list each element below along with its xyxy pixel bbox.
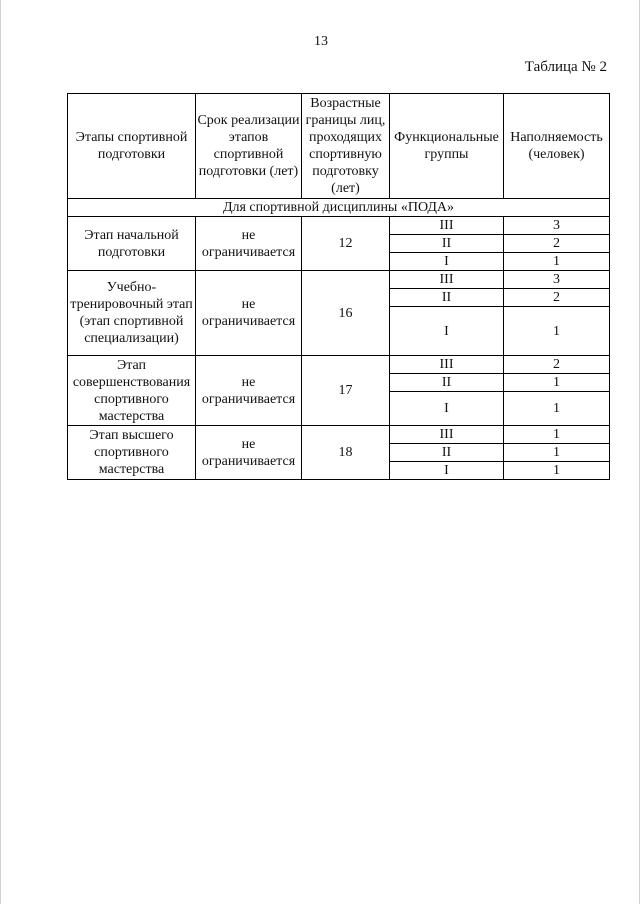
stage-name: Учебно-тренировочный этап (этап спортивной специализации) (68, 271, 196, 356)
group-size: 1 (504, 444, 610, 462)
functional-group: II (390, 374, 504, 392)
functional-group: II (390, 235, 504, 253)
functional-group: II (390, 444, 504, 462)
group-size: 2 (504, 356, 610, 374)
group-size: 1 (504, 426, 610, 444)
sport-training-table (67, 93, 610, 480)
header-groups: Функциональные группы (390, 94, 504, 199)
functional-group: I (390, 253, 504, 271)
discipline-title: Для спортивной дисциплины «ПОДА» (68, 199, 610, 217)
group-size: 1 (504, 392, 610, 426)
discipline-row (68, 199, 610, 217)
functional-group: III (390, 426, 504, 444)
table-caption: Таблица № 2 (524, 59, 607, 75)
functional-group: III (390, 356, 504, 374)
group-size: 1 (504, 253, 610, 271)
functional-group: III (390, 217, 504, 235)
stage-age: 18 (302, 426, 390, 480)
page-number: 13 (314, 34, 328, 49)
table-row (68, 356, 610, 374)
header-age: Возрастные границы лиц, проходящих спортивную подготовку (лет) (302, 94, 390, 199)
stage-name: Этап высшего спортивного мастерства (68, 426, 196, 480)
group-size: 3 (504, 217, 610, 235)
table-row (68, 271, 610, 289)
stage-age: 17 (302, 356, 390, 426)
table-row (68, 426, 610, 444)
stage-age: 16 (302, 271, 390, 356)
functional-group: I (390, 392, 504, 426)
stage-duration: не ограничивается (196, 217, 302, 271)
group-size: 1 (504, 374, 610, 392)
stage-name: Этап совершенствования спортивного мастерства (68, 356, 196, 426)
header-stage: Этапы спортивной подготовки (68, 94, 196, 199)
group-size: 2 (504, 235, 610, 253)
stage-duration: не ограничивается (196, 426, 302, 480)
functional-group: I (390, 307, 504, 356)
group-size: 1 (504, 462, 610, 480)
stage-duration: не ограничивается (196, 271, 302, 356)
group-size: 2 (504, 289, 610, 307)
stage-name: Этап начальной подготовки (68, 217, 196, 271)
stage-age: 12 (302, 217, 390, 271)
header-duration: Срок реализации этапов спортивной подготовки (лет) (196, 94, 302, 199)
stage-duration: не ограничивается (196, 356, 302, 426)
functional-group: I (390, 462, 504, 480)
header-row (68, 94, 610, 199)
header-size: Наполняемость (человек) (504, 94, 610, 199)
group-size: 3 (504, 271, 610, 289)
table-row (68, 217, 610, 235)
functional-group: III (390, 271, 504, 289)
group-size: 1 (504, 307, 610, 356)
functional-group: II (390, 289, 504, 307)
